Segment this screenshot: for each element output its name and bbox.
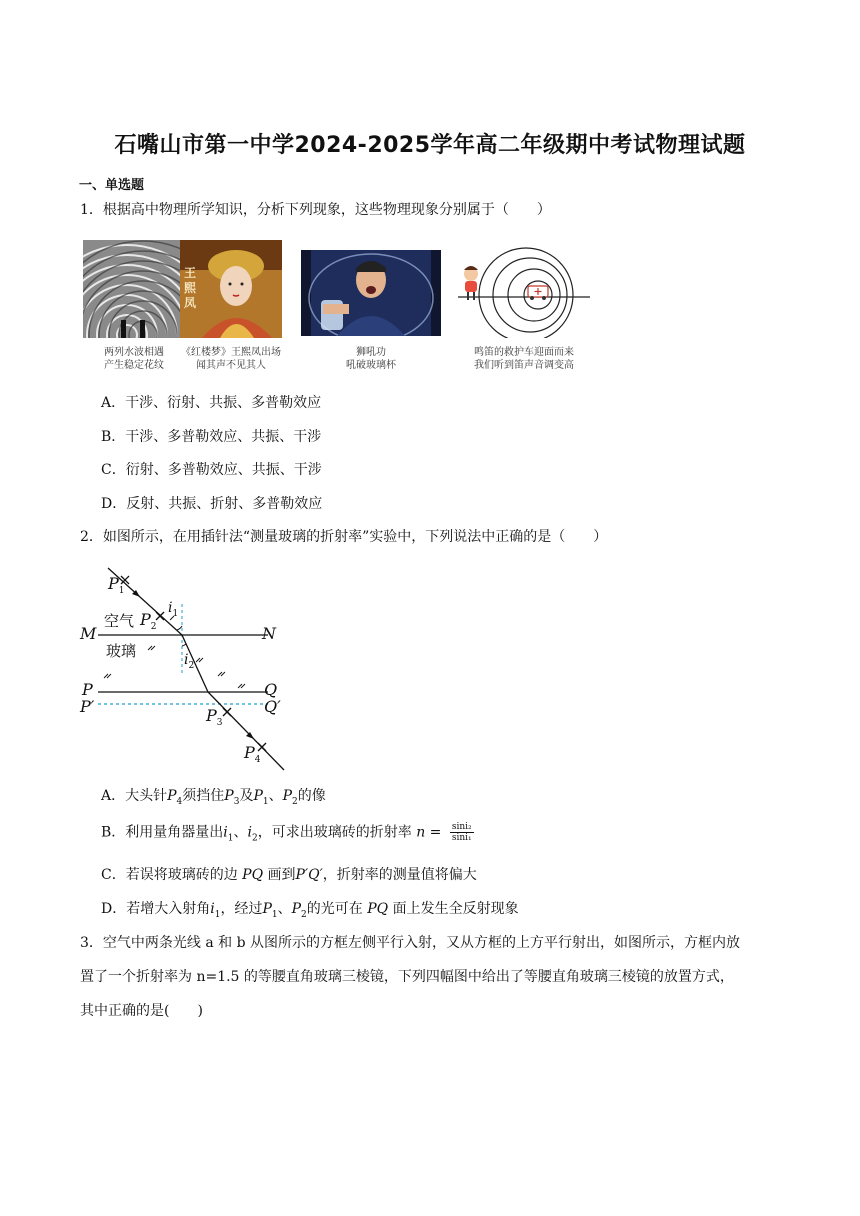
label-m: M [80,624,97,643]
q1-option-a: A．干涉、衍射、共振、多普勒效应 [101,395,322,411]
page-title: 石嘴山市第一中学2024-2025学年高二年级期中考试物理试题 [114,133,746,158]
question-3-line2: 置了一个折射率为 n=1.5 的等腰直角玻璃三棱镜，下列四幅图中给出了等腰直角玻璃三棱镜的放置方式， [80,969,734,985]
wang-xifeng-overlay-text: 王熙凤 [184,266,197,310]
caption-3-line2: 吼破玻璃杯 [346,360,396,371]
caption-2-line1: 《红楼梦》王熙凤出场 [181,347,281,358]
question-1-stem: 1．根据高中物理所学知识，分析下列现象，这些物理现象分别属于（ ） [80,202,551,218]
label-p: P [82,680,93,699]
refractive-index-fraction: $\frac{\text{sini₂}}{\text{sini₁}}$ [451,822,472,843]
label-p-prime: P′ [80,697,95,716]
water-wave-image [83,240,185,338]
q1-option-b: B．干涉、多普勒效应、共振、干涉 [101,429,322,445]
figure-lion-roar [301,240,441,372]
doppler-image [458,240,590,338]
label-glass: 玻璃 [106,642,137,660]
label-p1: $P_1$ [108,574,125,597]
light-ray [108,568,284,770]
caption-2-line2: 闻其声不见其人 [196,360,266,371]
label-p4: $P_4$ [244,743,261,766]
caption-1-line1: 两列水波相遇 [104,347,164,358]
caption-4-line1: 鸣笛的救护车迎面而来 [474,347,574,358]
label-p2: $P_2$ [140,610,157,633]
question-1-figures [80,240,590,380]
refraction-diagram [78,560,298,779]
q2-option-d: D．若增大入射角$i_1$，经过$P_1$、$P_2$的光可在 PQ 面上发生全反射现象 [101,901,519,920]
label-i2: $i_2$ [184,652,195,671]
q1-option-c: C．衍射、多普勒效应、共振、干涉 [101,462,322,478]
figure-wang-xifeng [180,240,282,372]
q2-option-c: C．若误将玻璃砖的边 PQ 画到P′Q′，折射率的测量值将偏大 [101,867,477,883]
label-q: Q [264,680,278,699]
q2-option-b: B．利用量角器量出$i_1$、$i_2$，可求出玻璃砖的折射率 n = $\frac{\text{sini₂}}{\text{sini₁}}$ [101,822,472,844]
figure-doppler [458,240,590,372]
question-3-line1: 3．空气中两条光线 a 和 b 从图所示的方框左侧平行入射，又从方框的上方平行射出，如图所示，方框内放 [80,935,741,951]
label-i1: $i_1$ [168,600,179,619]
wang-xifeng-image [180,240,282,338]
label-air: 空气 [104,612,135,630]
question-3-line3: 其中正确的是( ) [80,1003,203,1019]
label-p3: $P_3$ [206,706,223,729]
q1-option-d: D．反射、共振、折射、多普勒效应 [101,496,323,512]
q2-option-a: A．大头针$P_4$须挡住$P_3$及$P_1$、$P_2$的像 [101,788,326,807]
lion-roar-image [301,250,441,336]
question-2-stem: 2．如图所示，在用插针法“测量玻璃的折射率”实验中，下列说法中正确的是（ ） [80,529,608,545]
figure-water-waves [83,240,185,372]
caption-3-line1: 狮吼功 [356,347,386,358]
label-n: N [262,624,276,643]
caption-4-line2: 我们听到笛声音调变高 [474,360,574,371]
section-heading: 一、单选题 [79,178,145,193]
label-q-prime: Q′ [264,697,281,716]
caption-1-line2: 产生稳定花纹 [104,360,164,371]
